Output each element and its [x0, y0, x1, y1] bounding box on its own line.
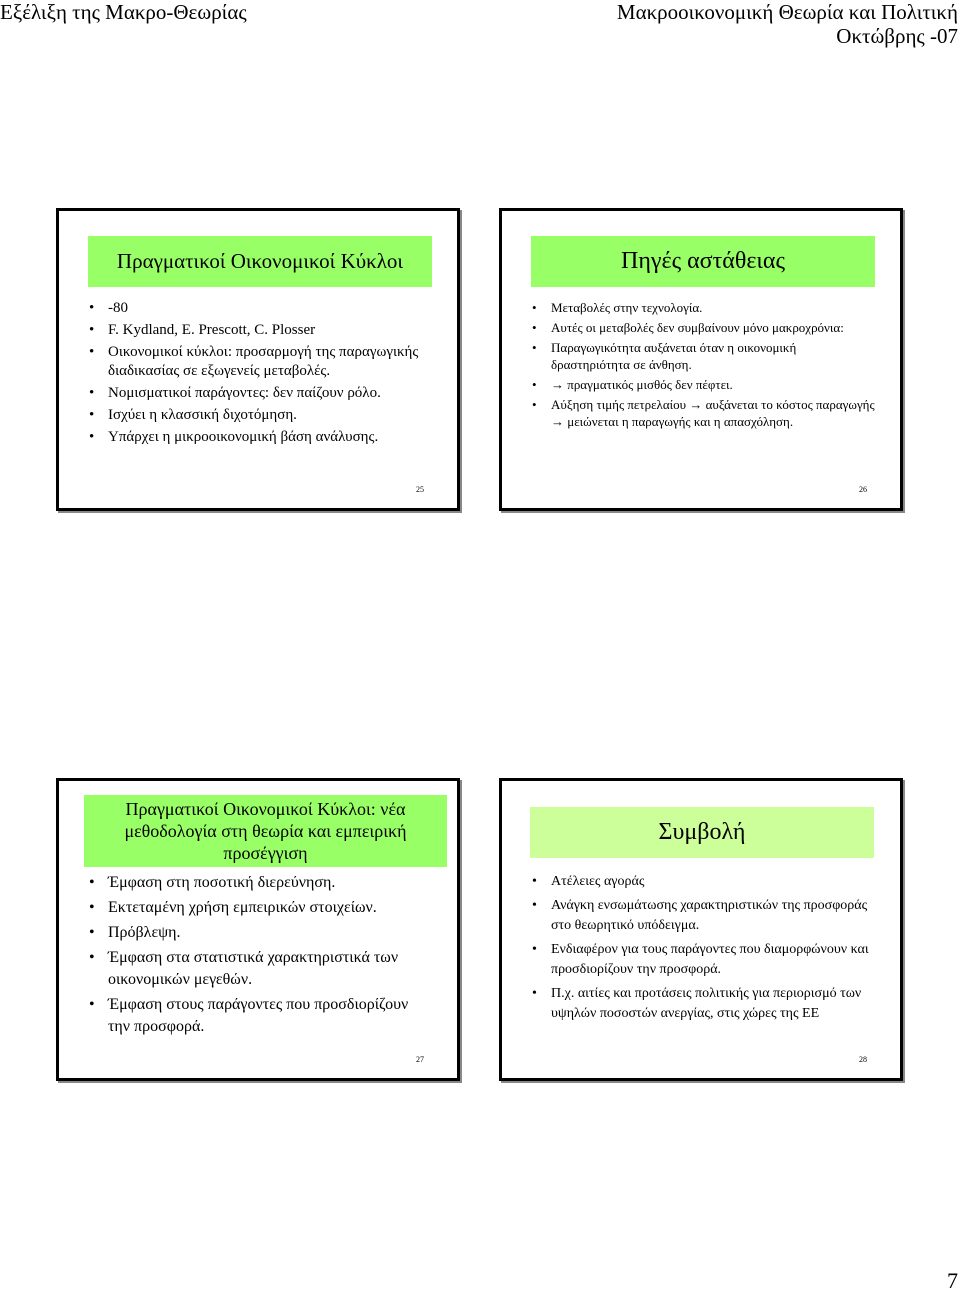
- bullet-icon: •: [89, 407, 95, 423]
- slide-number: 28: [859, 1055, 867, 1064]
- list-item: • Π.χ. αιτίες και προτάσεις πολιτικής για περιορισμό των υψηλών ποσοστών ανεργίας, στις χώρες της ΕΕ: [532, 986, 862, 1021]
- bullet-icon: •: [89, 300, 95, 316]
- bullet-icon: •: [532, 942, 537, 957]
- list-item: • Νομισματικοί παράγοντες: δεν παίζουν ρόλο.: [89, 385, 381, 401]
- bullet-list: [89, 299, 434, 450]
- list-item: • Έμφαση στη ποσοτική διερεύνηση.: [89, 872, 434, 894]
- list-item: • -80: [89, 300, 128, 316]
- bullet-icon: •: [89, 344, 95, 360]
- bullet-list: [532, 299, 877, 433]
- bullet-icon: •: [532, 397, 537, 412]
- bullet-icon: •: [89, 996, 95, 1013]
- bullet-icon: •: [532, 377, 537, 392]
- slide-title: Πηγές αστάθειας: [531, 236, 875, 287]
- slide-number: 26: [859, 485, 867, 494]
- bullet-icon: •: [532, 300, 537, 315]
- list-item: • F. Kydland, E. Prescott, C. Plosser: [89, 322, 316, 338]
- list-item: • Έμφαση στα στατιστικά χαρακτηριστικά των οικονομικών μεγεθών.: [89, 949, 399, 988]
- bullet-icon: •: [89, 924, 95, 941]
- list-item: • Έμφαση στους παράγοντες που προσδιορίζουν την προσφορά.: [89, 996, 409, 1035]
- list-item: • Υπάρχει η μικροοικονομική βάση ανάλυσης.: [89, 429, 379, 445]
- list-item: • Μεταβολές στην τεχνολογία.: [532, 300, 703, 315]
- header-right: [617, 0, 958, 48]
- bullet-icon: •: [532, 898, 537, 913]
- list-item: • Ενδιαφέρον για τους παράγοντες που διαμορφώνουν και προσδιορίζουν την προσφορά.: [532, 942, 869, 977]
- header-left-title: Εξέλιξη της Μακρο-Θεωρίας: [0, 0, 247, 24]
- header-date: Οκτώβρης -07: [836, 24, 958, 48]
- slide-title: Συμβολή: [530, 807, 874, 858]
- bullet-icon: •: [532, 874, 537, 889]
- slide-number: 27: [416, 1055, 424, 1064]
- list-item: • → πραγματικός μισθός δεν πέφτει.: [532, 377, 733, 392]
- slide-25: [56, 208, 460, 511]
- bullet-icon: •: [532, 340, 537, 355]
- page-number: 7: [947, 1268, 958, 1293]
- slide-28: [499, 778, 903, 1081]
- list-item: • Εκτεταμένη χρήση εμπειρικών στοιχείων.: [89, 897, 434, 919]
- list-item: • Πρόβλεψη.: [89, 922, 434, 944]
- bullet-icon: •: [89, 949, 95, 966]
- bullet-icon: •: [532, 986, 537, 1001]
- slide-title: Πραγματικοί Οικονομικοί Κύκλοι: νέα μεθοδολογία στη θεωρία και εμπειρική προσέγγιση: [84, 795, 447, 867]
- bullet-list: [89, 872, 434, 1041]
- bullet-list: [532, 872, 877, 1028]
- list-item: • Ισχύει η κλασσική διχοτόμηση.: [89, 407, 297, 423]
- bullet-icon: •: [89, 322, 95, 338]
- bullet-icon: •: [532, 320, 537, 335]
- slide-26: [499, 208, 903, 511]
- bullet-icon: •: [89, 385, 95, 401]
- header-course-title: Μακροοικονομική Θεωρία και Πολιτική: [616, 0, 958, 24]
- slide-title: Πραγματικοί Οικονομικοί Κύκλοι: [88, 236, 432, 287]
- list-item: • Αύξηση τιμής πετρελαίου → αυξάνεται το κόστος παραγωγής → μειώνεται η παραγωγής και η απασχόληση.: [532, 397, 875, 429]
- slide-number: 25: [416, 485, 424, 494]
- slide-27: [56, 778, 460, 1081]
- list-item: • Παραγωγικότητα αυξάνεται όταν η οικονομική δραστηριότητα σε άνθηση.: [532, 340, 797, 372]
- list-item: • Οικονομικοί κύκλοι: προσαρμογή της παραγωγικής διαδικασίας σε εξωγενείς μεταβολές.: [89, 344, 419, 379]
- bullet-icon: •: [89, 899, 95, 916]
- list-item: • Ατέλειες αγοράς: [532, 872, 877, 892]
- bullet-icon: •: [89, 429, 95, 445]
- list-item: • Αυτές οι μεταβολές δεν συμβαίνουν μόνο μακροχρόνια:: [532, 320, 844, 335]
- list-item: • Ανάγκη ενσωμάτωσης χαρακτηριστικών της προσφοράς στο θεωρητικό υπόδειγμα.: [532, 898, 868, 933]
- bullet-icon: •: [89, 874, 95, 891]
